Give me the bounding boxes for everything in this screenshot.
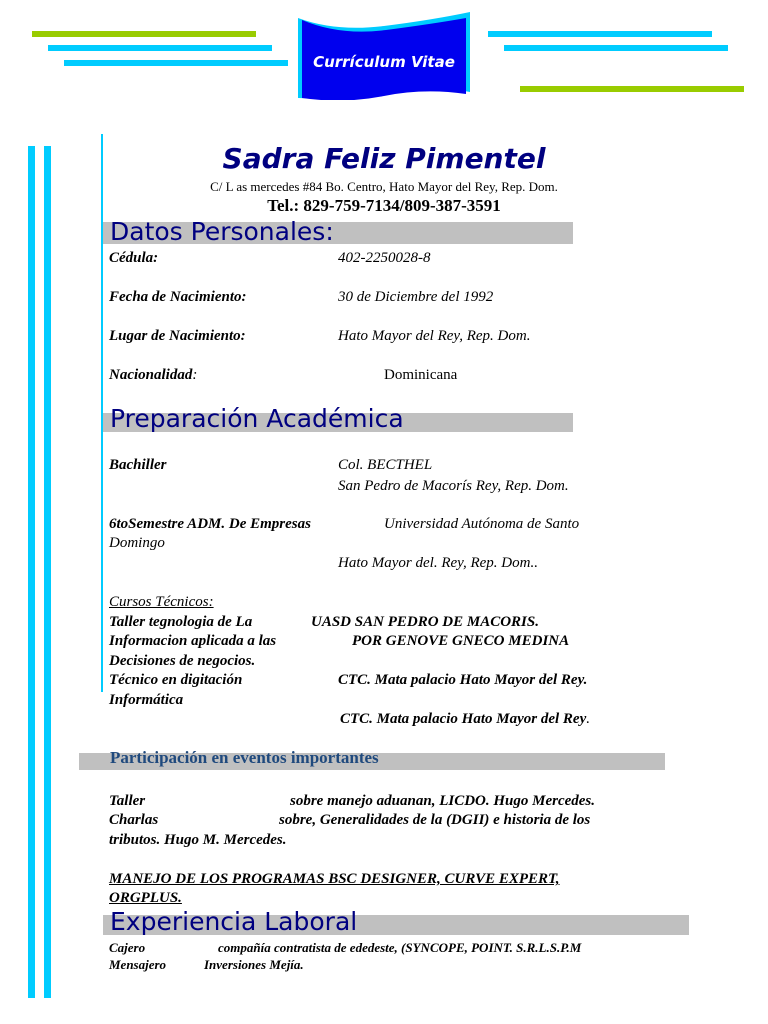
course3-line1: Informática [109,692,184,708]
course1-line2: Informacion aplicada a las [109,633,277,649]
course1-instructor: POR GENOVE GNECO MEDINA [352,633,570,649]
bachiller-place: San Pedro de Macorís Rey, Rep. Dom. [338,478,569,494]
job2-title: Mensajero [109,957,167,972]
cv-banner [296,12,472,100]
nationality-value: Dominicana [384,367,458,383]
taller-label: Taller [109,793,146,809]
banner-title: Currículum Vitae [313,53,455,71]
semester-label: 6toSemestre ADM. De Empresas [109,516,311,532]
header-bar-cyan-right-2 [504,45,728,51]
birth-date-value: 30 de Diciembre del 1992 [338,289,494,305]
charlas-label: Charlas [109,812,159,828]
section-title-events: Participación en eventos importantes [110,748,379,767]
header-bar-cyan-left-2 [64,60,288,66]
job2-company: Inversiones Mejía. [204,957,304,972]
section-title-experience: Experiencia Laboral [110,907,358,936]
job1-title: Cajero [109,940,146,955]
charlas-text-cont: tributos. Hugo M. Mercedes. [109,832,287,848]
nationality-colon: : [192,367,198,383]
cedula-label: Cédula: [109,250,159,266]
course2-institution: CTC. Mata palacio Hato Mayor del Rey. [338,672,588,688]
birth-date-label: Fecha de Nacimiento: [109,289,247,305]
semester-school-cont: Domingo [109,535,165,551]
section-title-academic: Preparación Académica [110,404,404,433]
left-vertical-bar-1 [28,146,35,998]
semester-school: Universidad Autónoma de Santo [384,516,580,532]
course3-dot: . [586,711,590,727]
course1-institution: UASD SAN PEDRO DE MACORIS. [311,614,539,630]
courses-title: Cursos Técnicos: [109,594,214,610]
left-vertical-bar-2 [44,146,51,998]
candidate-name: Sadra Feliz Pimentel [222,142,546,175]
birth-place-value: Hato Mayor del Rey, Rep. Dom. [338,328,531,344]
section-title-personal: Datos Personales: [110,217,334,246]
charlas-text: sobre, Generalidades de la (DGII) e historia de los [279,812,591,828]
course2-line1: Técnico en digitación [109,672,243,688]
job1-company: compañía contratista de ededeste, (SYNCOPE, POINT. S.R.L.S.P.M [218,940,582,955]
header-bar-cyan-left-1 [48,45,272,51]
nationality-label-row [109,367,197,384]
candidate-phone: Tel.: 829-759-7134/809-387-3591 [267,196,501,215]
course3-institution-row [340,711,590,728]
header-bar-cyan-right-1 [488,31,712,37]
header-bar-green-left [32,31,256,37]
birth-place-label: Lugar de Nacimiento: [109,328,246,344]
candidate-address: C/ L as mercedes #84 Bo. Centro, Hato Mayor del Rey, Rep. Dom. [210,179,558,194]
programs-line2: ORGPLUS. [109,890,182,906]
cedula-value: 402-2250028-8 [338,250,431,266]
header-bar-green-right [520,86,744,92]
course1-line3: Decisiones de negocios. [109,653,256,669]
nationality-label: Nacionalidad [109,367,193,383]
programs-line1: MANEJO DE LOS PROGRAMAS BSC DESIGNER, CURVE EXPERT, [109,871,560,887]
semester-place: Hato Mayor del. Rey, Rep. Dom.. [338,555,538,571]
course3-institution: CTC. Mata palacio Hato Mayor del Rey [340,711,587,727]
bachiller-label: Bachiller [109,457,167,473]
bachiller-school: Col. BECTHEL [338,457,433,473]
course1-line1: Taller tegnologia de La [109,614,253,630]
taller-text: sobre manejo aduanan, LICDO. Hugo Mercedes. [290,793,596,809]
